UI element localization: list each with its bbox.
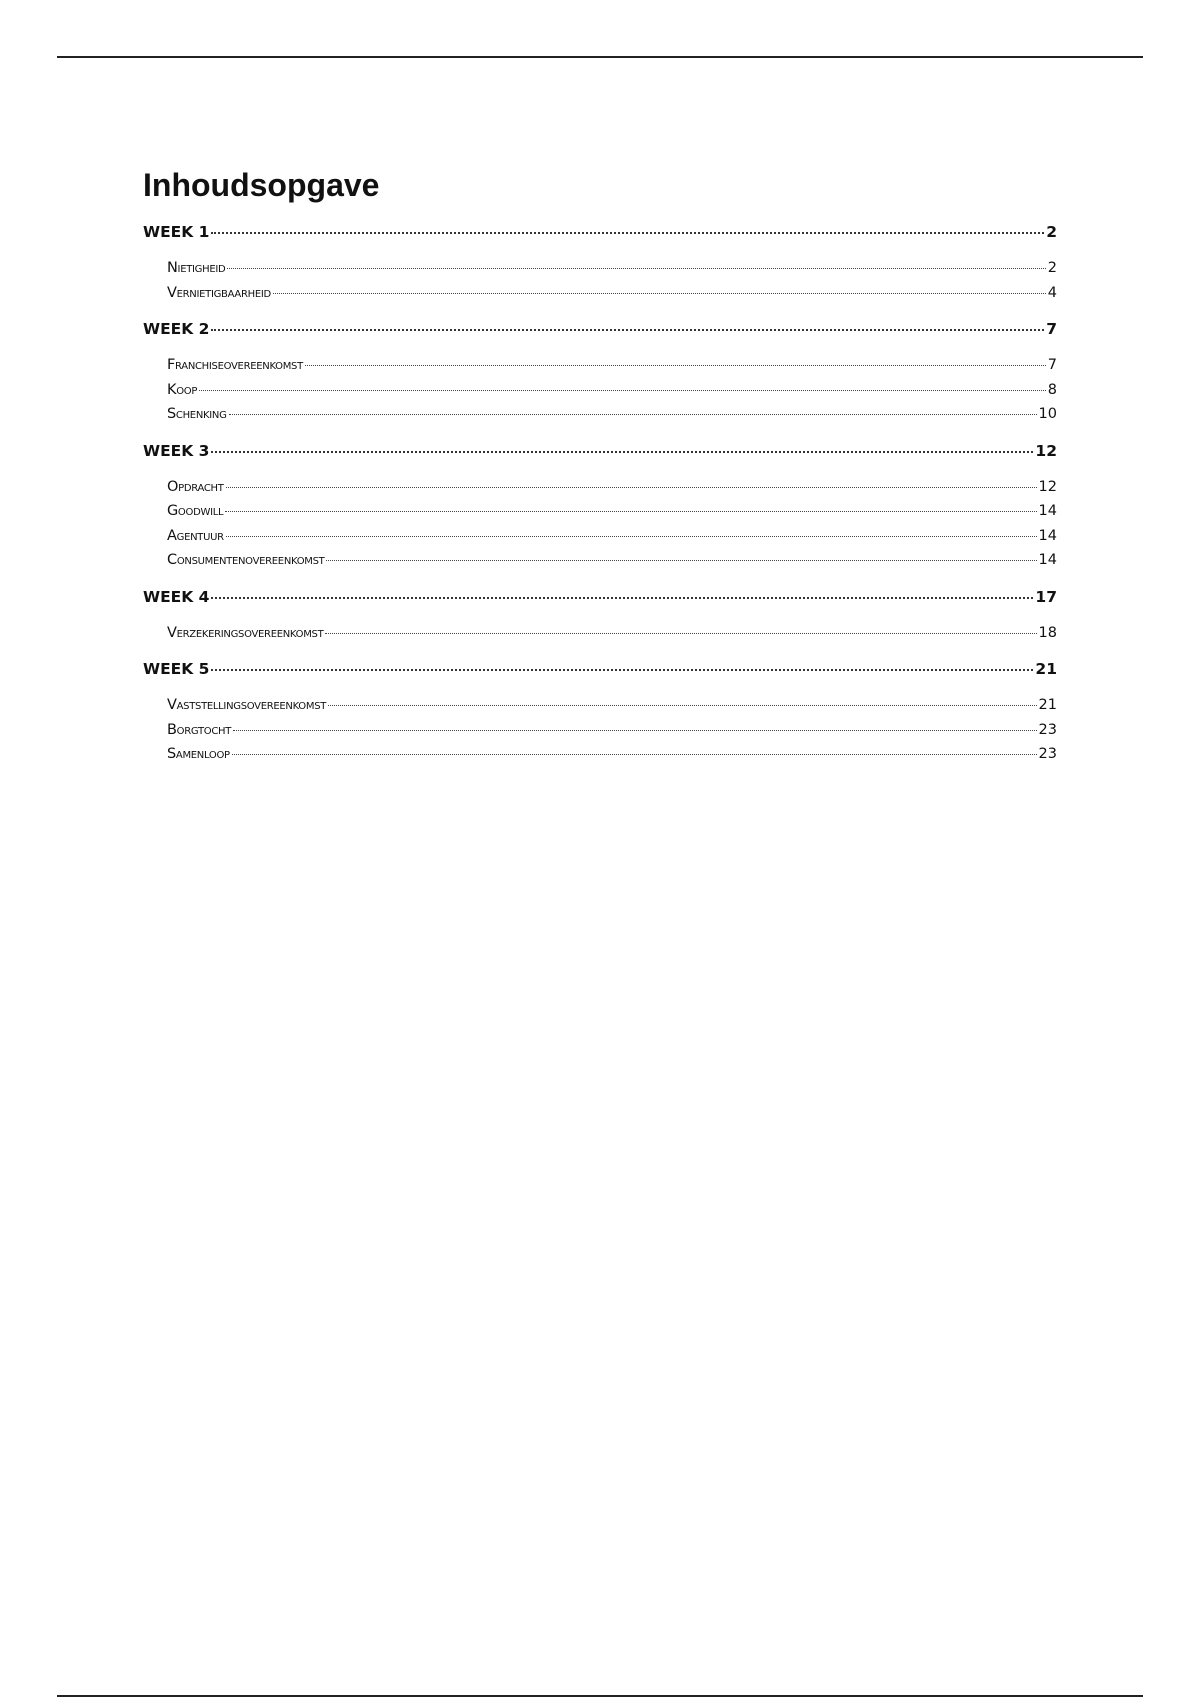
toc-entry-page-number: 7 [1047,357,1057,373]
toc-entries [143,220,1057,767]
toc-entry-label: WEEK 2 [143,320,210,338]
toc-entry-week-1[interactable] [143,220,1057,244]
toc-dot-leader [211,329,1044,331]
toc-entry-subsection[interactable] [143,378,1057,403]
toc-dot-leader [211,451,1033,453]
toc-dot-leader [326,560,1036,561]
toc-entry-label: WEEK 4 [143,587,210,606]
toc-entry-label: Opdracht [167,478,224,495]
toc-dot-leader [199,390,1046,391]
toc-entry-label: Vaststellingsovereenkomst [167,697,327,713]
toc-entry-label: Borgtocht [167,721,232,738]
toc-entry-label: Koop [167,381,198,398]
toc-dot-leader [226,487,1037,488]
toc-entry-subsection[interactable] [143,402,1057,427]
toc-entry-subsection[interactable] [143,353,1057,378]
toc-entry-label: Samenloop [167,746,230,762]
toc-entry-label: WEEK 5 [143,660,210,678]
toc-entry-page-number: 4 [1047,284,1057,301]
toc-entry-subsection[interactable] [143,256,1057,281]
toc-entry-week-2[interactable] [143,317,1057,341]
toc-entry-label: Consumentenovereenkomst [167,552,325,568]
footer-rule [57,1695,1143,1697]
toc-entry-week-5[interactable] [143,657,1057,681]
toc-entry-page-number: 14 [1038,503,1057,519]
toc-entry-label: Goodwill [167,503,224,519]
toc-entry-label: Schenking [167,406,227,422]
toc-dot-leader [233,730,1036,731]
toc-entry-page-number: 7 [1046,320,1057,338]
toc-entry-subsection[interactable] [143,548,1057,573]
toc-entry-page-number: 2 [1046,223,1057,241]
toc-dot-leader [227,268,1045,269]
toc-entry-label: Agentuur [167,527,224,544]
toc-dot-leader [211,232,1044,234]
toc-entry-label: WEEK 1 [143,223,210,241]
table-of-contents [143,160,1057,767]
toc-dot-leader [211,597,1033,599]
toc-dot-leader [232,754,1037,755]
toc-entry-subsection[interactable] [143,742,1057,767]
toc-dot-leader [226,536,1037,537]
toc-entry-page-number: 23 [1038,721,1057,738]
toc-dot-leader [273,293,1046,294]
toc-dot-leader [229,414,1037,415]
toc-entry-week-4[interactable] [143,585,1057,609]
header-rule [57,56,1143,58]
toc-entry-page-number: 12 [1035,441,1057,460]
toc-entry-page-number: 21 [1035,660,1057,678]
toc-entry-page-number: 2 [1047,260,1057,276]
toc-entry-page-number: 8 [1047,381,1057,398]
toc-entry-subsection[interactable] [143,718,1057,743]
toc-entry-subsection[interactable] [143,621,1057,646]
toc-entry-label: Verzekeringsovereenkomst [167,624,324,641]
toc-entry-label: Nietigheid [167,260,226,276]
toc-dot-leader [305,365,1046,366]
toc-entry-week-3[interactable] [143,439,1057,463]
toc-entry-label: Franchiseovereenkomst [167,357,303,373]
toc-entry-label: WEEK 3 [143,441,210,460]
toc-entry-page-number: 12 [1038,478,1057,495]
toc-dot-leader [325,633,1036,634]
toc-title: Inhoudsopgave [143,167,380,203]
toc-entry-subsection[interactable] [143,499,1057,524]
toc-entry-subsection[interactable] [143,693,1057,718]
toc-entry-page-number: 23 [1038,746,1057,762]
toc-entry-page-number: 18 [1038,624,1057,641]
toc-entry-page-number: 14 [1038,552,1057,568]
toc-entry-page-number: 14 [1038,527,1057,544]
toc-entry-page-number: 10 [1038,406,1057,422]
toc-entry-label: Vernietigbaarheid [167,284,271,301]
toc-entry-subsection[interactable] [143,475,1057,500]
toc-entry-subsection[interactable] [143,524,1057,549]
toc-dot-leader [225,511,1036,512]
toc-dot-leader [211,669,1033,671]
toc-entry-page-number: 21 [1038,697,1057,713]
toc-dot-leader [328,705,1037,706]
toc-entry-page-number: 17 [1035,587,1057,606]
toc-entry-subsection[interactable] [143,281,1057,306]
